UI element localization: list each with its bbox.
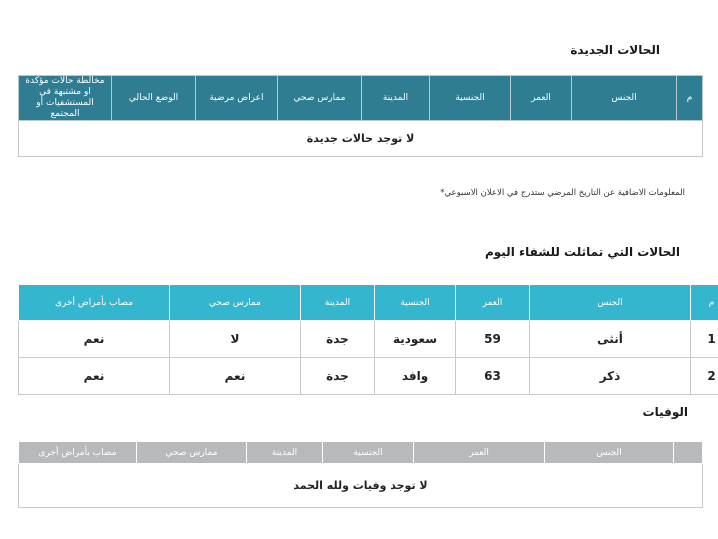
header-city: المدينة [301, 285, 375, 321]
cell-city: جدة [301, 321, 375, 358]
header-other-diseases: مصاب بأمراض أخرى [19, 285, 170, 321]
additional-info-note: المعلومات الاضافية عن التاريخ المرضي ستدرج في الاعلان الاسبوعي* [440, 188, 685, 198]
table-row [19, 321, 718, 358]
cell-index: 2 [691, 358, 718, 395]
new-cases-title: الحالات الجديدة [570, 43, 660, 57]
header-gender: الجنس [530, 285, 691, 321]
header-current-status: الوضع الحالي [112, 76, 196, 121]
cell-nationality: سعودية [375, 321, 456, 358]
cell-age: 59 [456, 321, 530, 358]
header-index: م [677, 76, 703, 121]
cell-index: 1 [691, 321, 718, 358]
header-other-diseases: مصاب بأمراض أخرى [19, 442, 137, 464]
cell-other-diseases: نعم [19, 358, 170, 395]
header-age: العمر [414, 442, 545, 464]
deaths-title: الوفيات [642, 405, 688, 419]
cell-gender: ذكر [530, 358, 691, 395]
header-health-worker: ممارس صحي [170, 285, 301, 321]
header-age: العمر [456, 285, 530, 321]
header-age: العمر [511, 76, 572, 121]
cell-health-worker: نعم [170, 358, 301, 395]
deaths-table [18, 441, 703, 508]
deaths-empty-message: لا توجد وفيات ولله الحمد [19, 464, 703, 508]
cell-nationality: وافد [375, 358, 456, 395]
cell-other-diseases: نعم [19, 321, 170, 358]
recovered-table [18, 284, 718, 395]
table-row [19, 358, 718, 395]
header-health-worker: ممارس صحي [137, 442, 247, 464]
recovered-title: الحالات التي تماثلت للشفاء اليوم [484, 245, 680, 259]
header-city: المدينة [247, 442, 323, 464]
header-index: م [691, 285, 718, 321]
header-contact: مخالطة حالات مؤكدة او مشتبهة في المستشفيات أو المجتمع [19, 76, 112, 121]
header-nationality: الجنسية [375, 285, 456, 321]
header-gender: الجنس [545, 442, 674, 464]
cell-age: 63 [456, 358, 530, 395]
header-gender: الجنس [572, 76, 677, 121]
cell-city: جدة [301, 358, 375, 395]
header-nationality: الجنسية [323, 442, 414, 464]
header-index [674, 442, 703, 464]
new-cases-empty-message: لا توجد حالات جديدة [19, 121, 703, 157]
cell-gender: أنثى [530, 321, 691, 358]
header-symptoms: اعراض مرضية [196, 76, 278, 121]
new-cases-table [18, 75, 703, 157]
header-city: المدينة [362, 76, 430, 121]
header-health-worker: ممارس صحي [278, 76, 362, 121]
cell-health-worker: لا [170, 321, 301, 358]
header-nationality: الجنسية [430, 76, 511, 121]
